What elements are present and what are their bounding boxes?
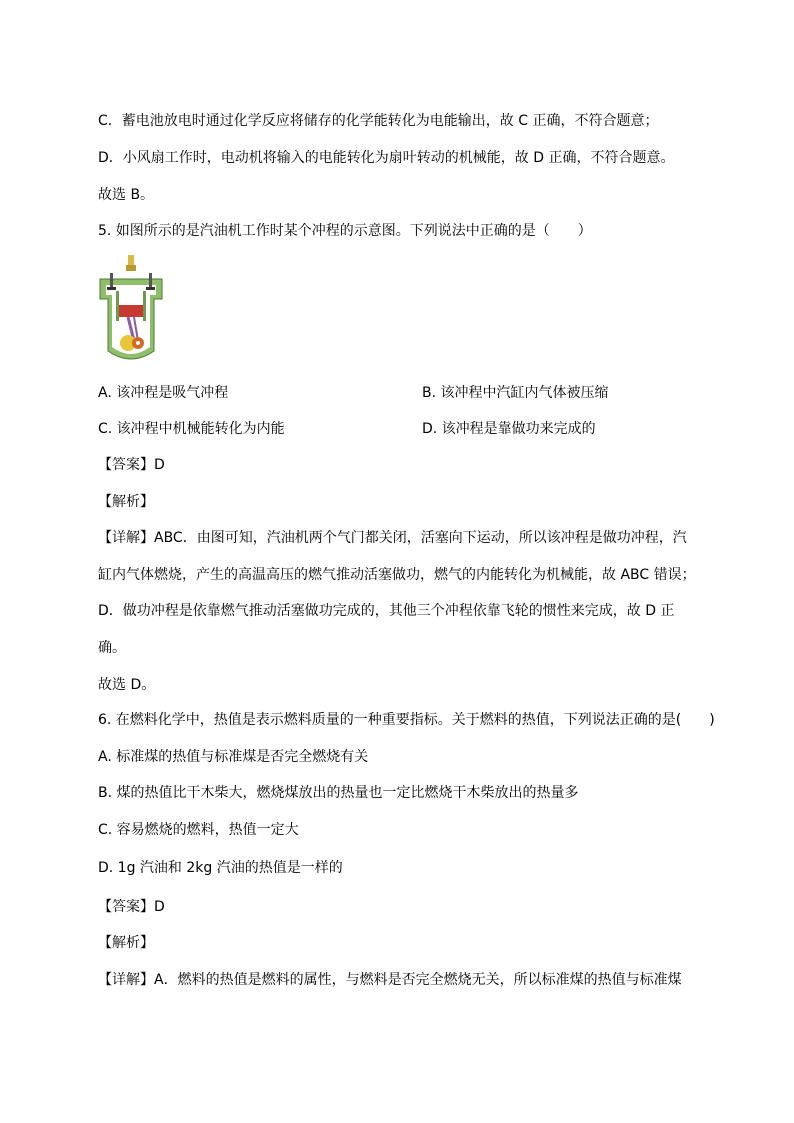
detail-5: 【详解】ABC．由图可知，汽油机两个气门都关闭，活塞向下运动，所以该冲程是做功冲程，汽 — [98, 530, 687, 546]
gasoline-engine-diagram — [98, 255, 164, 367]
detail-5: 缸内气体燃烧，产生的高温高压的燃气推动活塞做功，燃气的内能转化为机械能，故 ABC 错误； — [98, 567, 696, 583]
question-6: 6. 在燃料化学中，热值是表示燃料质量的一种重要指标。关于燃料的热值，下列说法正确的是( ) — [98, 712, 715, 728]
option-6c: C. 容易燃烧的燃料，热值一定大 — [98, 822, 299, 838]
analysis-6: 【解析】 — [98, 935, 154, 951]
answer-5: 【答案】D — [98, 457, 165, 473]
option-6a: A. 标准煤的热值与标准煤是否完全燃烧有关 — [98, 749, 369, 765]
option-6b: B. 煤的热值比干木柴大，燃烧煤放出的热量也一定比燃烧干木柴放出的热量多 — [98, 785, 579, 801]
detail-6: 【详解】A．燃料的热值是燃料的属性，与燃料是否完全燃烧无关，所以标准煤的热值与标准煤 — [98, 972, 682, 988]
option-5a: A. 该冲程是吸气冲程 — [98, 385, 229, 401]
option-5d: D. 该冲程是靠做功来完成的 — [422, 421, 596, 437]
answer-6: 【答案】D — [98, 899, 165, 915]
question-5: 5. 如图所示的是汽油机工作时某个冲程的示意图。下列说法中正确的是（ ） — [98, 223, 592, 239]
selection-5: 故选 D。 — [98, 677, 156, 693]
text-line: D．小风扇工作时，电动机将输入的电能转化为扇叶转动的机械能，故 D 正确，不符合题意。 — [98, 150, 675, 166]
option-5c: C. 该冲程中机械能转化为内能 — [98, 421, 285, 437]
detail-5: 确。 — [98, 640, 126, 656]
option-6d: D. 1g 汽油和 2kg 汽油的热值是一样的 — [98, 860, 343, 876]
text-line: C．蓄电池放电时通过化学反应将储存的化学能转化为电能输出，故 C 正确，不符合题意； — [98, 113, 659, 129]
analysis-5: 【解析】 — [98, 494, 154, 510]
detail-5: D．做功冲程是依靠燃气推动活塞做功完成的，其他三个冲程依靠飞轮的惯性来完成，故 D 正 — [98, 603, 675, 619]
option-5b: B. 该冲程中汽缸内气体被压缩 — [422, 385, 609, 401]
text-line: 故选 B。 — [98, 187, 155, 203]
